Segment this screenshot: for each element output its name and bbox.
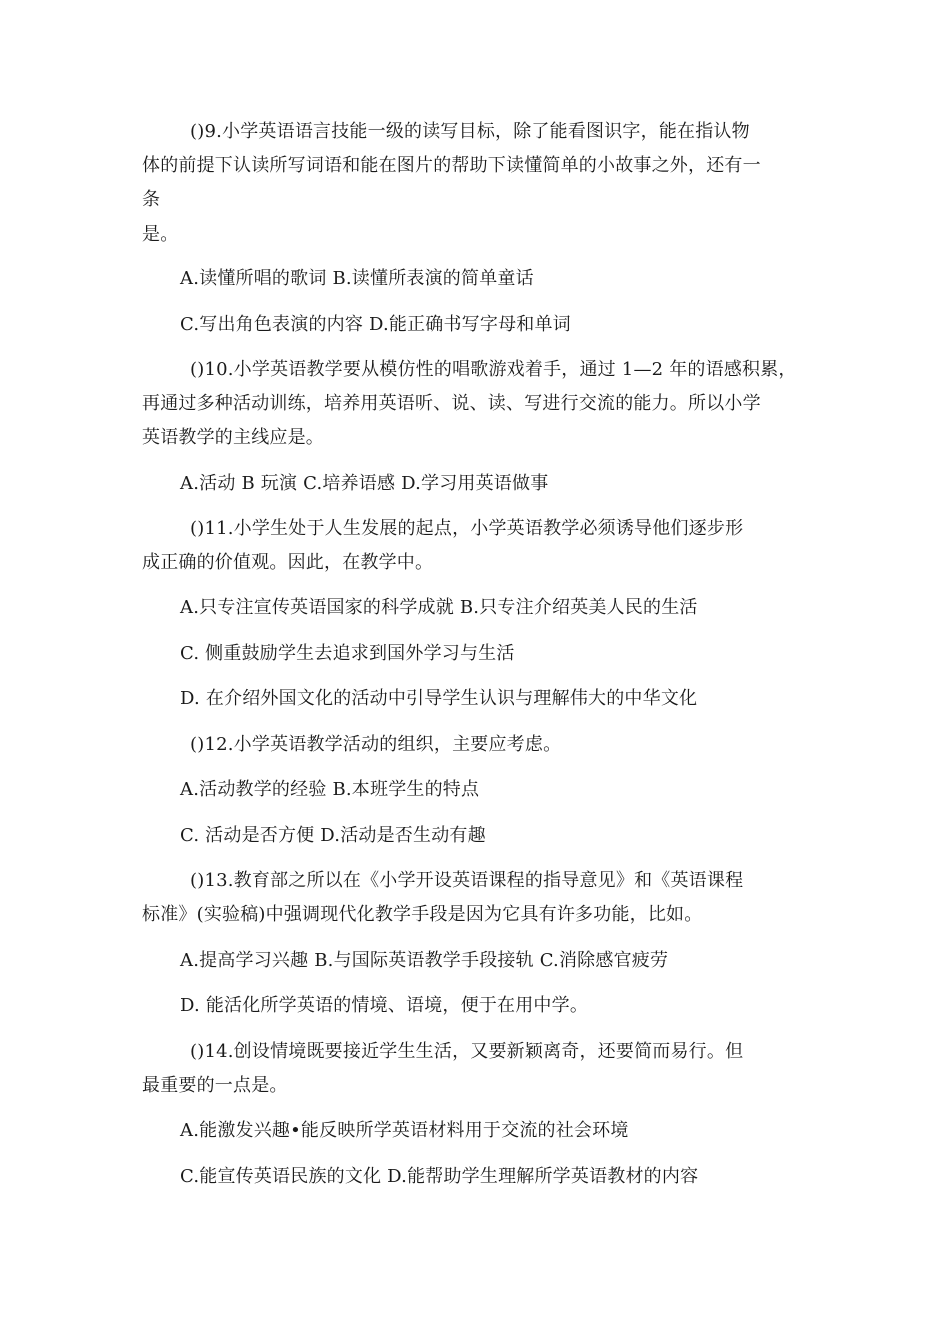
q12-option-line-1: A.活动教学的经验 B.本班学生的特点	[180, 779, 480, 800]
q9-stem-line-1: ()9.小学英语语言技能一级的读写目标，除了能看图识字，能在指认物	[190, 121, 750, 142]
q11-stem-line-2: 成正确的价值观。因此，在教学中。	[142, 552, 434, 573]
q13-option-line-2: D. 能活化所学英语的情境、语境，便于在用中学。	[180, 995, 589, 1016]
q9-option-line-1: A.读懂所唱的歌词 B.读懂所表演的简单童话	[180, 268, 534, 289]
q10-stem-line-2: 再通过多种活动训练，培养用英语听、说、读、写进行交流的能力。所以小学	[142, 393, 761, 414]
q11-option-line-2: C. 侧重鼓励学生去追求到国外学习与生活	[180, 643, 515, 664]
q10-stem-line-3: 英语教学的主线应是。	[142, 427, 324, 448]
q9-stem-line-4: 是。	[142, 224, 179, 245]
q10-option-line-1: A.活动 B 玩演 C.培养语感 D.学习用英语做事	[180, 473, 549, 494]
q9-option-line-2: C.写出角色表演的内容 D.能正确书写字母和单词	[180, 314, 571, 335]
q12-option-line-2: C. 活动是否方便 D.活动是否生动有趣	[180, 825, 486, 846]
q14-option-line-1: A.能激发兴趣•能反映所学英语材料用于交流的社会环境	[180, 1120, 629, 1141]
q11-stem-line-1: ()11.小学生处于人生发展的起点，小学英语教学必须诱导他们逐步形	[190, 518, 744, 539]
q10-stem-line-1: ()10.小学英语教学要从模仿性的唱歌游戏着手，通过 1—2 年的语感积累，	[190, 359, 797, 380]
q13-stem-line-1: ()13.教育部之所以在《小学开设英语课程的指导意见》和《英语课程	[190, 870, 744, 891]
q13-option-line-1: A.提高学习兴趣 B.与国际英语教学手段接轨 C.消除感官疲劳	[180, 950, 669, 971]
q14-option-line-2: C.能宣传英语民族的文化 D.能帮助学生理解所学英语教材的内容	[180, 1166, 699, 1187]
q9-stem-line-3: 条	[142, 189, 161, 210]
q13-stem-line-2: 标准》(实验稿)中强调现代化教学手段是因为它具有许多功能，比如。	[142, 904, 703, 925]
q14-stem-line-1: ()14.创设情境既要接近学生生活，又要新颖离奇，还要简而易行。但	[190, 1041, 744, 1062]
q9-stem-line-2: 体的前提下认读所写词语和能在图片的帮助下读懂简单的小故事之外，还有一	[142, 155, 761, 176]
q12-stem-line-1: ()12.小学英语教学活动的组织，主要应考虑。	[190, 734, 562, 755]
q14-stem-line-2: 最重要的一点是。	[142, 1075, 288, 1096]
q11-option-line-1: A.只专注宣传英语国家的科学成就 B.只专注介绍英美人民的生活	[180, 597, 698, 618]
q11-option-line-3: D. 在介绍外国文化的活动中引导学生认识与理解伟大的中华文化	[180, 688, 698, 709]
